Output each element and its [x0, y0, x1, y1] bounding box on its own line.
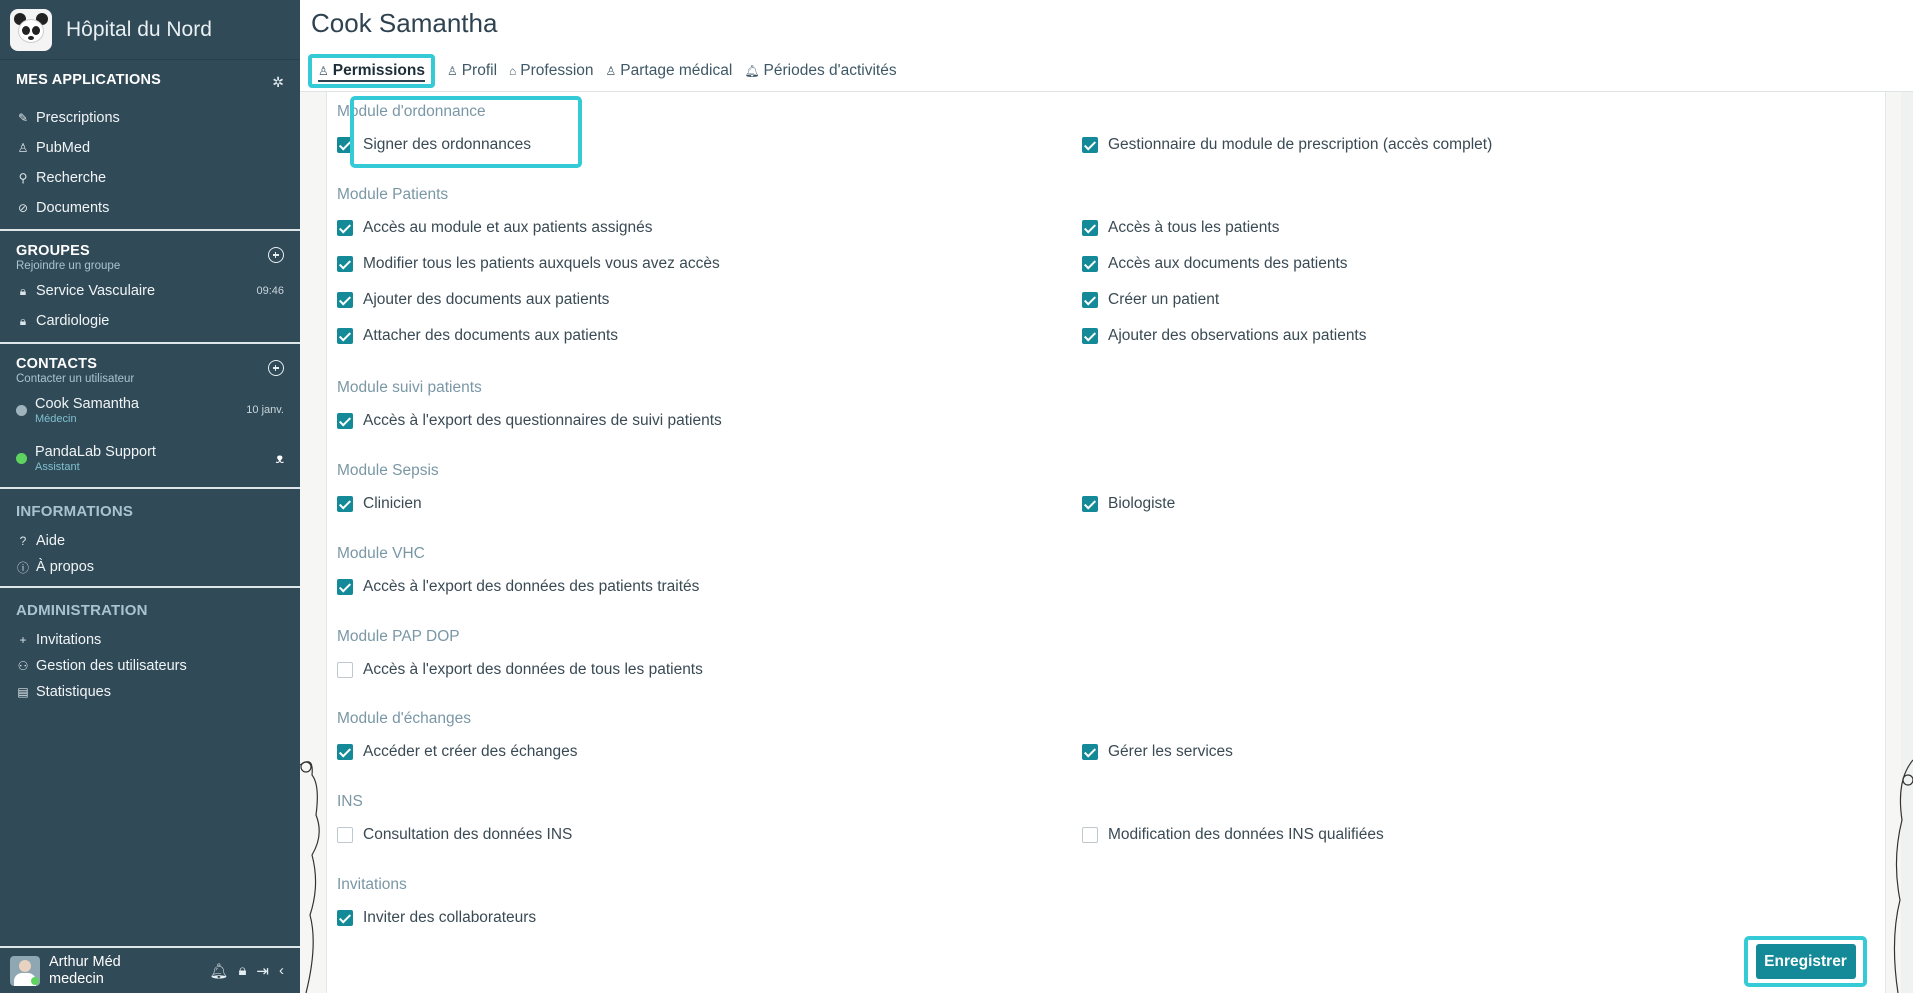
avatar[interactable] [10, 956, 40, 986]
permission-option[interactable] [1082, 826, 1827, 844]
bell-icon[interactable]: 🔔︎ [209, 962, 229, 980]
section-contacts [0, 344, 300, 489]
permission-option[interactable] [1082, 743, 1827, 761]
permission-option[interactable] [337, 255, 1082, 273]
module-title: Module PAP DOP [337, 628, 460, 645]
panda-logo-icon [10, 9, 52, 51]
module-title: Module d'échanges [337, 710, 471, 727]
contact-date: 10 janv. [246, 404, 284, 416]
permission-row [337, 210, 1837, 246]
permission-row [337, 486, 1837, 522]
module-title: Invitations [337, 876, 407, 893]
checkbox-checked[interactable] [337, 220, 353, 236]
contact-pandalab-support[interactable] [0, 433, 300, 481]
user-name: Arthur Méd [49, 953, 121, 970]
group-time: 09:46 [256, 285, 284, 297]
permission-module [337, 628, 1837, 688]
permission-module [337, 379, 1837, 439]
permission-label: Créer un patient [1108, 291, 1220, 308]
sidebar [0, 0, 300, 993]
permission-label: Modification des données INS qualifiées [1108, 826, 1384, 843]
decorative-illustration [1888, 720, 1913, 993]
permission-option[interactable] [1082, 255, 1827, 273]
user-icon: ♙ [446, 63, 458, 78]
permission-label: Clinicien [363, 495, 422, 512]
sidebar-item-documents[interactable] [0, 193, 300, 223]
permission-option[interactable] [337, 219, 1082, 237]
permission-option[interactable] [337, 495, 1082, 513]
tab-label: Périodes d'activités [763, 61, 897, 79]
contact-name: Cook Samantha [35, 395, 139, 412]
sidebar-item-label: Gestion des utilisateurs [36, 658, 187, 674]
plus-icon: + [19, 633, 27, 647]
tab-partage-medical[interactable] [600, 54, 739, 88]
info-icon: ⓘ [16, 560, 29, 575]
section-title-applications: MES APPLICATIONS [16, 72, 161, 88]
checkbox-checked[interactable] [337, 744, 353, 760]
permission-option[interactable] [1082, 219, 1827, 237]
permission-row [337, 318, 1837, 354]
panda-icon: ᴥ [275, 450, 284, 466]
permission-option[interactable] [337, 412, 1082, 430]
section-administration [0, 588, 300, 705]
permission-option[interactable] [337, 578, 1082, 596]
checkbox-checked[interactable] [1082, 292, 1098, 308]
stats-icon: ▤ [17, 685, 29, 699]
permission-label: Inviter des collaborateurs [363, 909, 537, 926]
permission-label: Signer des ordonnances [363, 136, 532, 153]
decorative-illustration [300, 745, 326, 993]
sidebar-item-label: Invitations [36, 632, 102, 648]
checkbox-checked[interactable] [337, 137, 353, 153]
module-title: Module suivi patients [337, 379, 482, 396]
user-edit-icon: ♙ [318, 63, 329, 78]
sidebar-item-service-vasculaire[interactable] [0, 276, 300, 306]
contact-user-link[interactable]: Contacter un utilisateur [16, 373, 135, 385]
permission-row [337, 282, 1837, 318]
permission-option[interactable] [337, 661, 1082, 679]
checkbox-unchecked[interactable] [337, 827, 353, 843]
tab-profession[interactable] [503, 54, 599, 88]
permission-label: Accès à l'export des données de tous les patients [363, 661, 703, 678]
lock-icon[interactable]: 🔒︎ [238, 961, 247, 979]
permission-option[interactable] [337, 136, 1082, 154]
tab-periodes-activites[interactable] [738, 54, 902, 88]
save-button[interactable]: Enregistrer [1756, 944, 1856, 979]
brand [0, 0, 300, 60]
permission-module [337, 545, 1837, 605]
permission-label: Ajouter des observations aux patients [1108, 327, 1367, 344]
section-applications [0, 60, 300, 231]
sidebar-item-aide[interactable] [0, 528, 300, 554]
permission-row [337, 817, 1837, 853]
contact-role: Médecin [35, 412, 77, 425]
sidebar-item-gestion-utilisateurs[interactable] [0, 653, 300, 679]
permission-option[interactable] [337, 743, 1082, 761]
module-title: Module Patients [337, 186, 449, 203]
sidebar-item-invitations[interactable] [0, 627, 300, 653]
permission-option[interactable] [1082, 495, 1827, 513]
sidebar-item-prescriptions[interactable] [0, 103, 300, 133]
status-dot-icon [16, 405, 27, 416]
gear-icon[interactable]: ✲ [272, 74, 284, 90]
bell-icon: 🔔︎ [744, 63, 760, 78]
permission-label: Biologiste [1108, 495, 1176, 512]
permission-label: Ajouter des documents aux patients [363, 291, 610, 308]
permission-label: Modifier tous les patients auxquels vous avez accès [363, 255, 720, 272]
section-informations [0, 489, 300, 588]
sidebar-item-label: PubMed [36, 140, 91, 156]
permission-row [337, 127, 1837, 163]
add-group-icon[interactable] [268, 247, 284, 263]
lock-icon: 🔒︎ [19, 313, 27, 328]
permission-option[interactable] [337, 291, 1082, 309]
permission-row [337, 900, 1837, 936]
checkbox-checked[interactable] [337, 328, 353, 344]
sidebar-item-label: Aide [36, 533, 66, 549]
sidebar-item-label: Statistiques [36, 684, 111, 700]
sidebar-item-a-propos[interactable] [0, 554, 300, 580]
paperclip-icon: ⊘ [17, 201, 29, 215]
prescription-icon: ✎ [17, 111, 29, 125]
module-title: Module VHC [337, 545, 425, 562]
checkbox-checked[interactable] [337, 910, 353, 926]
users-icon: ⚇ [17, 659, 29, 673]
permission-option[interactable] [1082, 136, 1827, 154]
question-icon: ? [19, 534, 27, 548]
page-title: Cook Samantha [311, 8, 498, 38]
permission-label: Accès au module et aux patients assignés [363, 219, 653, 236]
permission-row [337, 652, 1837, 688]
lock-icon: 🔒︎ [19, 283, 27, 298]
save-highlight [1744, 936, 1867, 987]
permission-module [337, 876, 1837, 936]
contact-name: PandaLab Support [35, 443, 156, 460]
permission-label: Accès à tous les patients [1108, 219, 1280, 236]
graduation-cap-icon: ⌂ [509, 63, 517, 78]
tab-permissions[interactable] [308, 54, 435, 88]
chevron-left-icon[interactable]: ‹ [279, 961, 284, 979]
join-group-link[interactable]: Rejoindre un groupe [16, 260, 121, 272]
checkbox-checked[interactable] [1082, 744, 1098, 760]
sidebar-item-label: Recherche [36, 170, 107, 186]
permission-option[interactable] [337, 826, 1082, 844]
sidebar-item-label: Cardiologie [36, 313, 110, 329]
sidebar-item-cardiologie[interactable] [0, 306, 300, 336]
permission-label: Accès à l'export des questionnaires de suivi patients [363, 412, 722, 429]
tab-label: Permissions [332, 61, 425, 79]
permission-label: Accès à l'export des données des patients traités [363, 578, 700, 595]
tab-label: Profession [520, 61, 594, 79]
tab-label: Profil [461, 61, 498, 79]
add-contact-icon[interactable] [268, 360, 284, 376]
permission-label: Gérer les services [1108, 743, 1233, 760]
brand-name: Hôpital du Nord [66, 17, 212, 41]
contact-cook-samantha[interactable] [0, 385, 300, 433]
permission-label: Accéder et créer des échanges [363, 743, 578, 760]
checkbox-checked[interactable] [1082, 328, 1098, 344]
checkbox-checked[interactable] [1082, 496, 1098, 512]
module-title: INS [337, 793, 363, 810]
checkbox-checked[interactable] [337, 292, 353, 308]
permission-label: Consultation des données INS [363, 826, 573, 843]
checkbox-checked[interactable] [1082, 220, 1098, 236]
module-title: Module d'ordonnance [337, 103, 486, 120]
contact-role: Assistant [35, 460, 80, 473]
permission-module [337, 793, 1837, 853]
permission-module [337, 710, 1837, 770]
permission-row [337, 246, 1837, 282]
checkbox-unchecked[interactable] [337, 662, 353, 678]
permission-option[interactable] [1082, 291, 1827, 309]
checkbox-checked[interactable] [1082, 256, 1098, 272]
section-title-informations: INFORMATIONS [16, 503, 134, 520]
permission-row [337, 403, 1837, 439]
checkbox-checked[interactable] [337, 496, 353, 512]
module-title: Module Sepsis [337, 462, 439, 479]
sidebar-item-label: Documents [36, 200, 110, 216]
sidebar-item-label: Service Vasculaire [36, 283, 156, 299]
permission-label: Attacher des documents aux patients [363, 327, 619, 344]
section-title-contacts: CONTACTS [16, 356, 98, 372]
user-bar [0, 946, 300, 993]
checkbox-checked[interactable] [1082, 137, 1098, 153]
section-title-groups: GROUPES [16, 243, 90, 259]
pubmed-icon: ♙ [17, 141, 29, 155]
tab-bar [300, 50, 1913, 92]
status-dot-icon [16, 453, 27, 464]
search-icon: ⚲ [18, 171, 28, 185]
section-title-administration: ADMINISTRATION [16, 602, 148, 619]
logout-icon[interactable]: ⇥ [256, 962, 269, 980]
section-groups [0, 231, 300, 344]
checkbox-checked[interactable] [337, 413, 353, 429]
permission-row [337, 734, 1837, 770]
permission-option[interactable] [337, 327, 1082, 345]
permission-option[interactable] [337, 909, 1082, 927]
sidebar-item-pubmed[interactable] [0, 133, 300, 163]
permission-module [337, 103, 1837, 163]
permission-module [337, 186, 1837, 354]
tab-profil[interactable] [441, 54, 503, 88]
sidebar-item-label: Prescriptions [36, 110, 120, 126]
sidebar-item-label: À propos [36, 559, 95, 575]
user-share-icon: ♙ [605, 63, 617, 78]
permission-module [337, 462, 1837, 522]
permission-label: Accès aux documents des patients [1108, 255, 1348, 272]
permission-label: Gestionnaire du module de prescription (accès complet) [1108, 136, 1493, 153]
sidebar-item-statistiques[interactable] [0, 679, 300, 705]
sidebar-item-recherche[interactable] [0, 163, 300, 193]
permission-row [337, 569, 1837, 605]
permission-option[interactable] [1082, 327, 1827, 345]
user-role: medecin [49, 970, 104, 987]
tab-label: Partage médical [620, 61, 733, 79]
checkbox-checked[interactable] [337, 256, 353, 272]
checkbox-unchecked[interactable] [1082, 827, 1098, 843]
checkbox-checked[interactable] [337, 579, 353, 595]
